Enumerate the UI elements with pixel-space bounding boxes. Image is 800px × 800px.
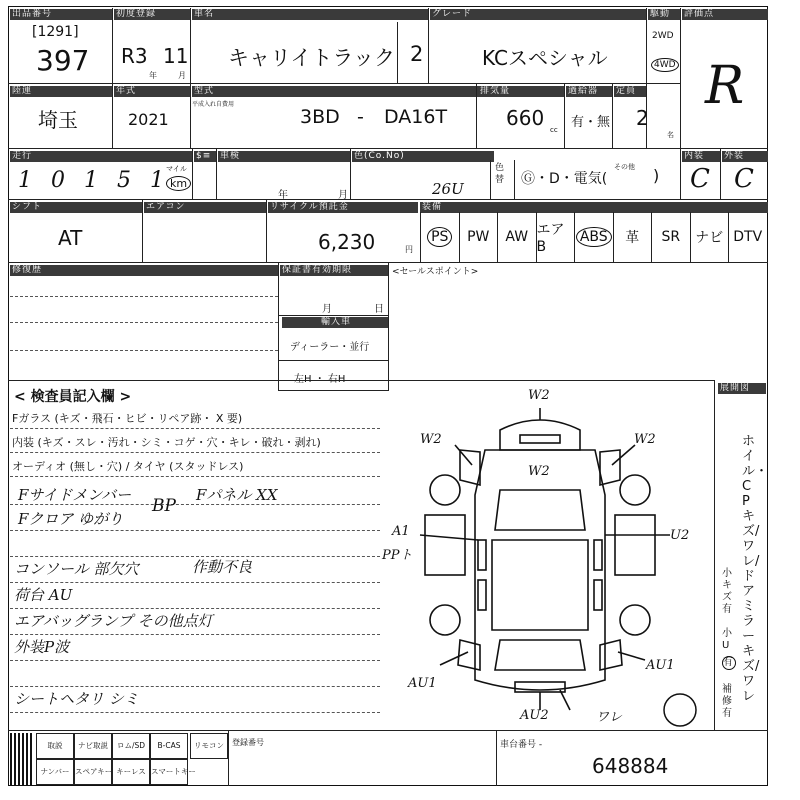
grade-name: KCスペシャル (482, 46, 608, 70)
lot-header: 出品番号 (10, 9, 112, 20)
mark-au1-left: AU1 (408, 676, 437, 691)
history-line (10, 350, 278, 351)
import-title: 輸入車 (282, 317, 388, 328)
separator (216, 149, 217, 199)
separator (112, 84, 113, 148)
separator (680, 149, 681, 199)
equipment-cell: ナンバー (36, 759, 74, 785)
separator (397, 22, 398, 83)
option-革 (613, 212, 652, 262)
mark-w2-left: W2 (420, 432, 442, 447)
side-small-5: 補修有 (722, 684, 732, 719)
chassis-number: 648884 (592, 754, 669, 778)
separator (680, 8, 681, 148)
note-front-floor: Fクロア ゆがり (18, 510, 124, 528)
yen-header: $≡ (194, 151, 216, 162)
option-label: ABS (576, 227, 612, 247)
color-header: 色(Co.No) (352, 151, 494, 162)
sales-point-label: <セールスポイント> (392, 267, 479, 277)
year-header: 初度登録 (114, 9, 191, 20)
row-line (8, 730, 768, 731)
note-front-panel: Fパネル XX (196, 486, 278, 504)
seats-header: 定員 (614, 86, 646, 97)
row-line (8, 83, 680, 84)
side-small-3: 小U (722, 628, 732, 651)
region-value: 埼玉 (38, 108, 78, 132)
fuel-close: ) (653, 166, 660, 185)
model-prefix: 3BD (300, 106, 340, 128)
year-unit: 年 (149, 71, 157, 80)
option-label: エアB (536, 222, 565, 255)
side-small-1: 小キズ (722, 568, 732, 603)
cc-header: 排気量 (478, 86, 564, 97)
equipment-cell: スマートキー (150, 759, 188, 785)
inspector-title: < 検査員記入欄 > (14, 389, 132, 405)
option-aw (497, 212, 536, 262)
displacement: 660 (506, 106, 545, 130)
separator (350, 149, 351, 199)
note-malfunction: 作動不良 (192, 558, 253, 576)
option-エアb (536, 212, 575, 262)
year-month: 11 (163, 44, 189, 68)
separator (278, 263, 279, 391)
model-sep: - (357, 106, 364, 128)
row-line (278, 360, 388, 361)
option-label: DTV (733, 229, 763, 245)
row-line (278, 315, 388, 316)
interior-line: 内装 (キズ・スレ・汚れ・シミ・コゲ・穴・キレ・破れ・剥れ) (12, 436, 321, 449)
equipment-cell: B-CAS (150, 733, 188, 759)
separator (190, 8, 191, 83)
option-label: PW (467, 229, 490, 245)
equipment-cell: スペアキー (74, 759, 112, 785)
mark-ppt: PPト (382, 548, 413, 563)
fuel-options: Ⓖ・D・電気( (521, 171, 608, 187)
note-airbag: エアバッグランプ その他点灯 (14, 612, 213, 630)
drive-header: 駆動 (648, 9, 680, 20)
history-line (10, 296, 278, 297)
mileage-unit: km (166, 176, 191, 191)
side-small-2: 有 (722, 604, 732, 615)
note-front-member: Fサイドメンバー (18, 486, 132, 504)
aircon-header: エアコン (144, 202, 266, 213)
mark-ware: ワレ (596, 710, 623, 725)
mark-w2-center: W2 (528, 464, 550, 479)
option-label: ナビ (695, 230, 724, 246)
inspection-year: 年 (278, 190, 288, 201)
note-bed: 荷台 AU (14, 586, 73, 604)
separator (266, 200, 267, 262)
separator (388, 263, 389, 391)
option-label: PS (427, 227, 452, 247)
interior-grade: C (690, 164, 710, 194)
model-header: 車名 (192, 9, 429, 20)
seat-unit: 名 (667, 131, 674, 139)
note-bp: BP (152, 496, 176, 516)
model-code: DA16T (384, 106, 448, 128)
door-count: 2 (410, 42, 424, 66)
note-exterior: 外装P波 (14, 638, 70, 656)
mileage-digits: 1 0 1 5 1 (18, 168, 170, 193)
note-console: コンソール 部欠穴 (14, 560, 139, 578)
year-era: R3 (121, 44, 148, 68)
type-header: 型式 (192, 86, 478, 97)
mileage-mile-label: マイル (166, 165, 187, 173)
separator (142, 200, 143, 262)
recycle-yen: 円 (405, 245, 413, 254)
chassis-label: 車台番号 - (500, 740, 543, 750)
turbo-value: 有・無 (571, 115, 611, 130)
mark-a1: A1 (392, 524, 410, 539)
mileage-header: 走行 (10, 151, 192, 162)
separator (228, 730, 229, 786)
exterior-grade: C (734, 164, 754, 194)
cc-unit: cc (550, 126, 558, 134)
equipment-cell: 取説 (36, 733, 74, 759)
separator (428, 8, 429, 83)
score-value: R (705, 56, 745, 116)
model-name: キャリイトラック (228, 46, 395, 70)
side-note: ホイル・CPキズ/ワレ/ドアミラーキズ/ワレ (742, 434, 769, 704)
dealer-option: ディーラー・並行 (290, 342, 370, 353)
history-header: 修復歴 (10, 265, 278, 276)
shift-header: シフト (10, 202, 142, 213)
row-line (8, 148, 768, 149)
recycle-header: リサイクル預託金 (268, 202, 418, 213)
lot-code: [1291] (32, 24, 79, 40)
lot-number: 397 (36, 44, 90, 77)
turbo-header: 過給器 (566, 86, 612, 97)
equipment-cell: ロム/SD (112, 733, 150, 759)
mark-w2-right: W2 (634, 432, 656, 447)
separator (714, 380, 715, 730)
steering-option: 左H ・ 右H (294, 374, 346, 385)
glass-line: Fガラス (キズ・飛石・ヒビ・リペア跡・ X 要) (12, 412, 243, 425)
color-code: 26U (432, 180, 464, 198)
separator (720, 149, 721, 199)
separator (496, 730, 497, 786)
history-line (10, 322, 278, 323)
option-ps (420, 212, 459, 262)
separator (192, 149, 193, 199)
separator (476, 84, 477, 148)
separator (612, 84, 613, 148)
separator (514, 160, 515, 199)
interior-header: 内装 (682, 151, 720, 162)
region-header: 陸運 (10, 86, 112, 97)
equipment-header: 装備 (420, 202, 768, 213)
option-abs (574, 212, 613, 262)
month-unit: 月 (178, 71, 186, 80)
fuel-other-label: その他 (614, 163, 635, 171)
option-ナビ (690, 212, 729, 262)
separator (564, 84, 565, 148)
option-label: 革 (625, 230, 640, 246)
color-change-label: 色替 (495, 163, 505, 185)
warranty-day: 日 (374, 304, 384, 315)
audio-line: オーディオ (無し・穴) / タイヤ (スタッドレス) (12, 460, 244, 473)
side-small-4: 有 (722, 656, 736, 670)
exterior-header: 外装 (722, 151, 768, 162)
mark-w2-top: W2 (528, 388, 550, 403)
mark-u2: U2 (670, 528, 690, 543)
equipment-cell: ナビ取説 (74, 733, 112, 759)
warranty-month: 月 (322, 304, 332, 315)
firstreg-header: 年式 (114, 86, 191, 97)
option-dtv (728, 212, 767, 262)
transmission: AT (58, 226, 83, 250)
drive-2wd: 2WD (652, 31, 674, 41)
separator (490, 160, 491, 199)
equipment-cell: リモコン (190, 733, 228, 759)
first-reg-note: 平成入れ自費用 (192, 101, 235, 108)
seat-count: 2 (636, 106, 649, 130)
option-label: AW (505, 229, 529, 245)
grade-header: グレード (430, 9, 647, 20)
separator (190, 84, 191, 148)
inspection-header: 車検 (218, 151, 350, 162)
equipment-cell: キーレス (112, 759, 150, 785)
option-label: SR (661, 229, 681, 245)
equipment-bar (10, 733, 34, 785)
diagram-header: 展開図 (718, 383, 766, 394)
option-sr (651, 212, 690, 262)
row-line (8, 199, 768, 200)
mark-au1-right: AU1 (646, 658, 675, 673)
separator (112, 8, 113, 83)
reg-number-label: 登録番号 (232, 738, 264, 747)
score-header: 評価点 (682, 9, 768, 20)
warranty-header: 保証書有効期限 (280, 265, 388, 276)
first-reg-year: 2021 (128, 110, 169, 129)
recycle-fee: 6,230 (318, 230, 376, 254)
mark-au2: AU2 (520, 708, 549, 723)
note-seat: シートヘタリ シミ (14, 690, 139, 708)
drive-4wd: 4WD (651, 58, 679, 72)
inspection-month: 月 (338, 190, 348, 201)
option-pw (459, 212, 498, 262)
